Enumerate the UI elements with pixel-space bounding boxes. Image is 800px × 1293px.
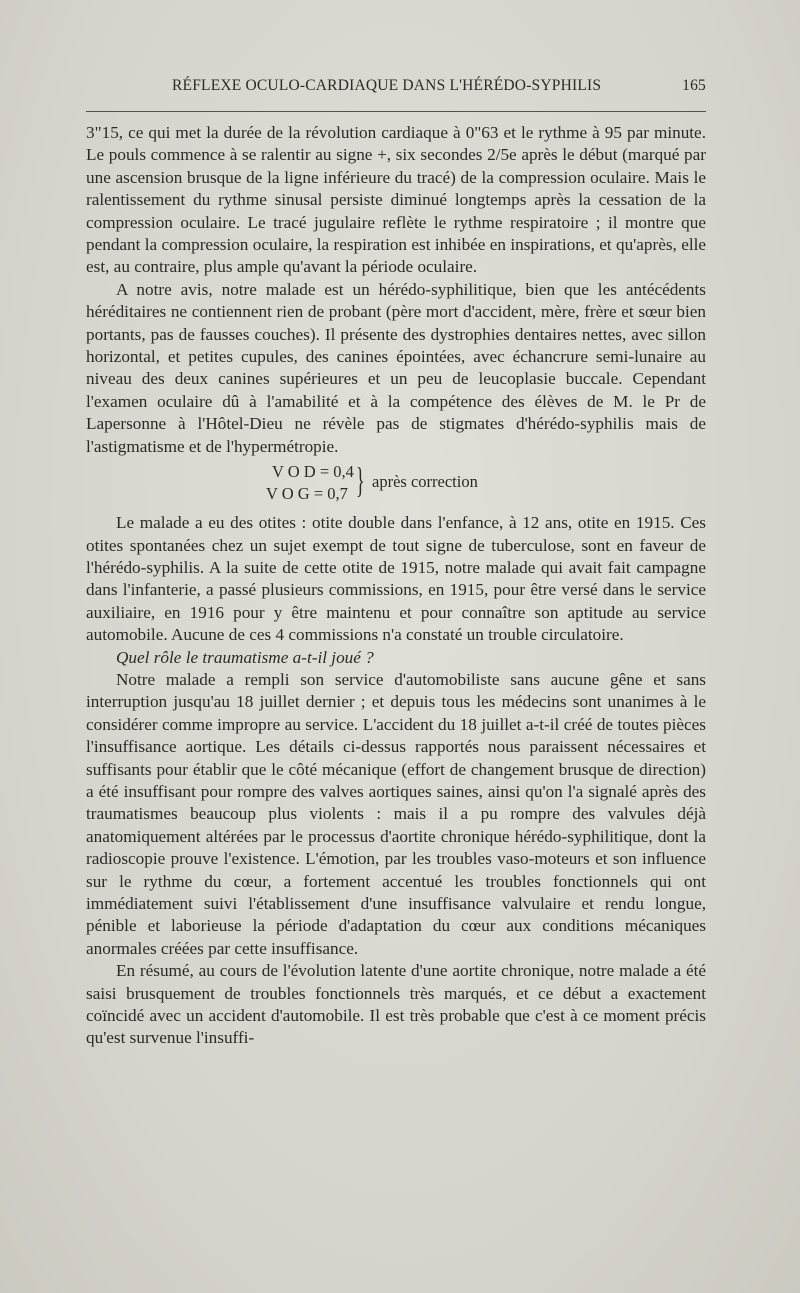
paragraph-1: 3"15, ce qui met la durée de la révolution cardiaque à 0"63 et le rythme à 95 par minute. Le pouls commence à se ralentir au signe +, six secondes 2/5e après le début (marqué par une ascension brusque de la ligne inférieure du tracé) de la compression oculaire. Mais le ralentissement du rythme sinusal persiste diminué longtemps après la cessation de la compression oculaire. Le tracé jugulaire reflète le rythme respiratoire ; il montre que pendant la compression oculaire, la respiration est inhibée en inspirations, et qu'après, elle est, au contraire, plus ample qu'avant la période oculaire.	[86, 123, 706, 277]
running-title: RÉFLEXE OCULO-CARDIAQUE DANS L'HÉRÉDO-SYPHILIS	[172, 77, 602, 94]
paragraph-5: En résumé, au cours de l'évolution latente d'une aortite chronique, notre malade a été saisi brusquement de troubles fonctionnels très marqués, et ce début a exactement coïncidé avec un accident d'automobile. Il est très probable que c'est à ce moment précis qu'est survenue l'insuffi-	[86, 961, 706, 1048]
formula-note: après correction	[372, 472, 478, 492]
formula-brace: }	[356, 460, 365, 501]
paragraph-4: Notre malade a rempli son service d'automobiliste sans aucune gêne et sans interruption jusqu'au 18 juillet dernier ; et depuis tous les médecins sont unanimes à le considérer comme impropre au service. L'accident du 18 juillet a-t-il créé de toutes pièces l'insuffisance aortique. Les détails ci-dessus rapportés nous paraissent nécessaires et suffisants pour établir que le côté mécanique (effort de changement brusque de direction) a été insuffisant pour rompre des valves aortiques saines, ainsi qu'on l'a signalé après des traumatismes beaucoup plus violents : mais il a pu rompre des valvules déjà anatomiquement altérées par le processus d'aortite chronique hérédo-syphilitique, dont la radioscopie prouve l'existence. L'émotion, par les troubles vaso-moteurs et son influence sur le rythme du cœur, a fortement accentué les troubles fonctionnels qui ont immédiatement suivi l'établissement d'une insuffisance valvulaire et rendu longue, pénible et laborieuse la période d'adaptation du cœur aux conditions mécaniques anormales créées par cette insuffisance.	[86, 669, 706, 958]
page-number: 165	[682, 77, 706, 94]
running-header	[86, 77, 706, 101]
formula-vod: V O D = 0,4	[272, 462, 354, 482]
paragraph-2: A notre avis, notre malade est un hérédo-syphilitique, bien que les antécédents héréditaires ne contiennent rien de probant (père mort d'accident, mère, frère et sœur bien portants, pas de fausses couches). Il présente des dystrophies dentaires nettes, avec sillon horizontal, et petites cupules, des canines épointées, avec échancrure semi-lunaire au niveau des deux canines supérieures et un peu de leucoplasie buccale. Cependant l'examen oculaire dû à l'amabilité et à la compétence des élèves de M. le Pr de Lapersonne à l'Hôtel-Dieu ne révèle pas de stigmates d'hérédo-syphilis mais de l'astigmatisme et de l'hypermétropie.	[86, 279, 706, 456]
question-heading: Quel rôle le traumatisme a-t-il joué ?	[116, 647, 374, 667]
paragraph-3: Le malade a eu des otites : otite double dans l'enfance, à 12 ans, otite en 1915. Ces otites spontanées chez un sujet exempt de tout signe de tuberculose, sont en faveur de l'hérédo-syphilis. A la suite de cette otite de 1915, notre malade qui avait fait campagne dans l'infanterie, a passé plusieurs commissions, en 1915, pour être versé dans le service auxiliaire, en 1916 pour y être maintenu et pour connaître son aptitude au service automobile. Aucune de ces 4 commissions n'a constaté un trouble circulatoire.	[86, 513, 706, 645]
body-text	[86, 122, 706, 1050]
header-rule	[86, 111, 706, 112]
visual-acuity-formula	[86, 460, 706, 506]
formula-vog: V O G = 0,7	[266, 484, 348, 504]
